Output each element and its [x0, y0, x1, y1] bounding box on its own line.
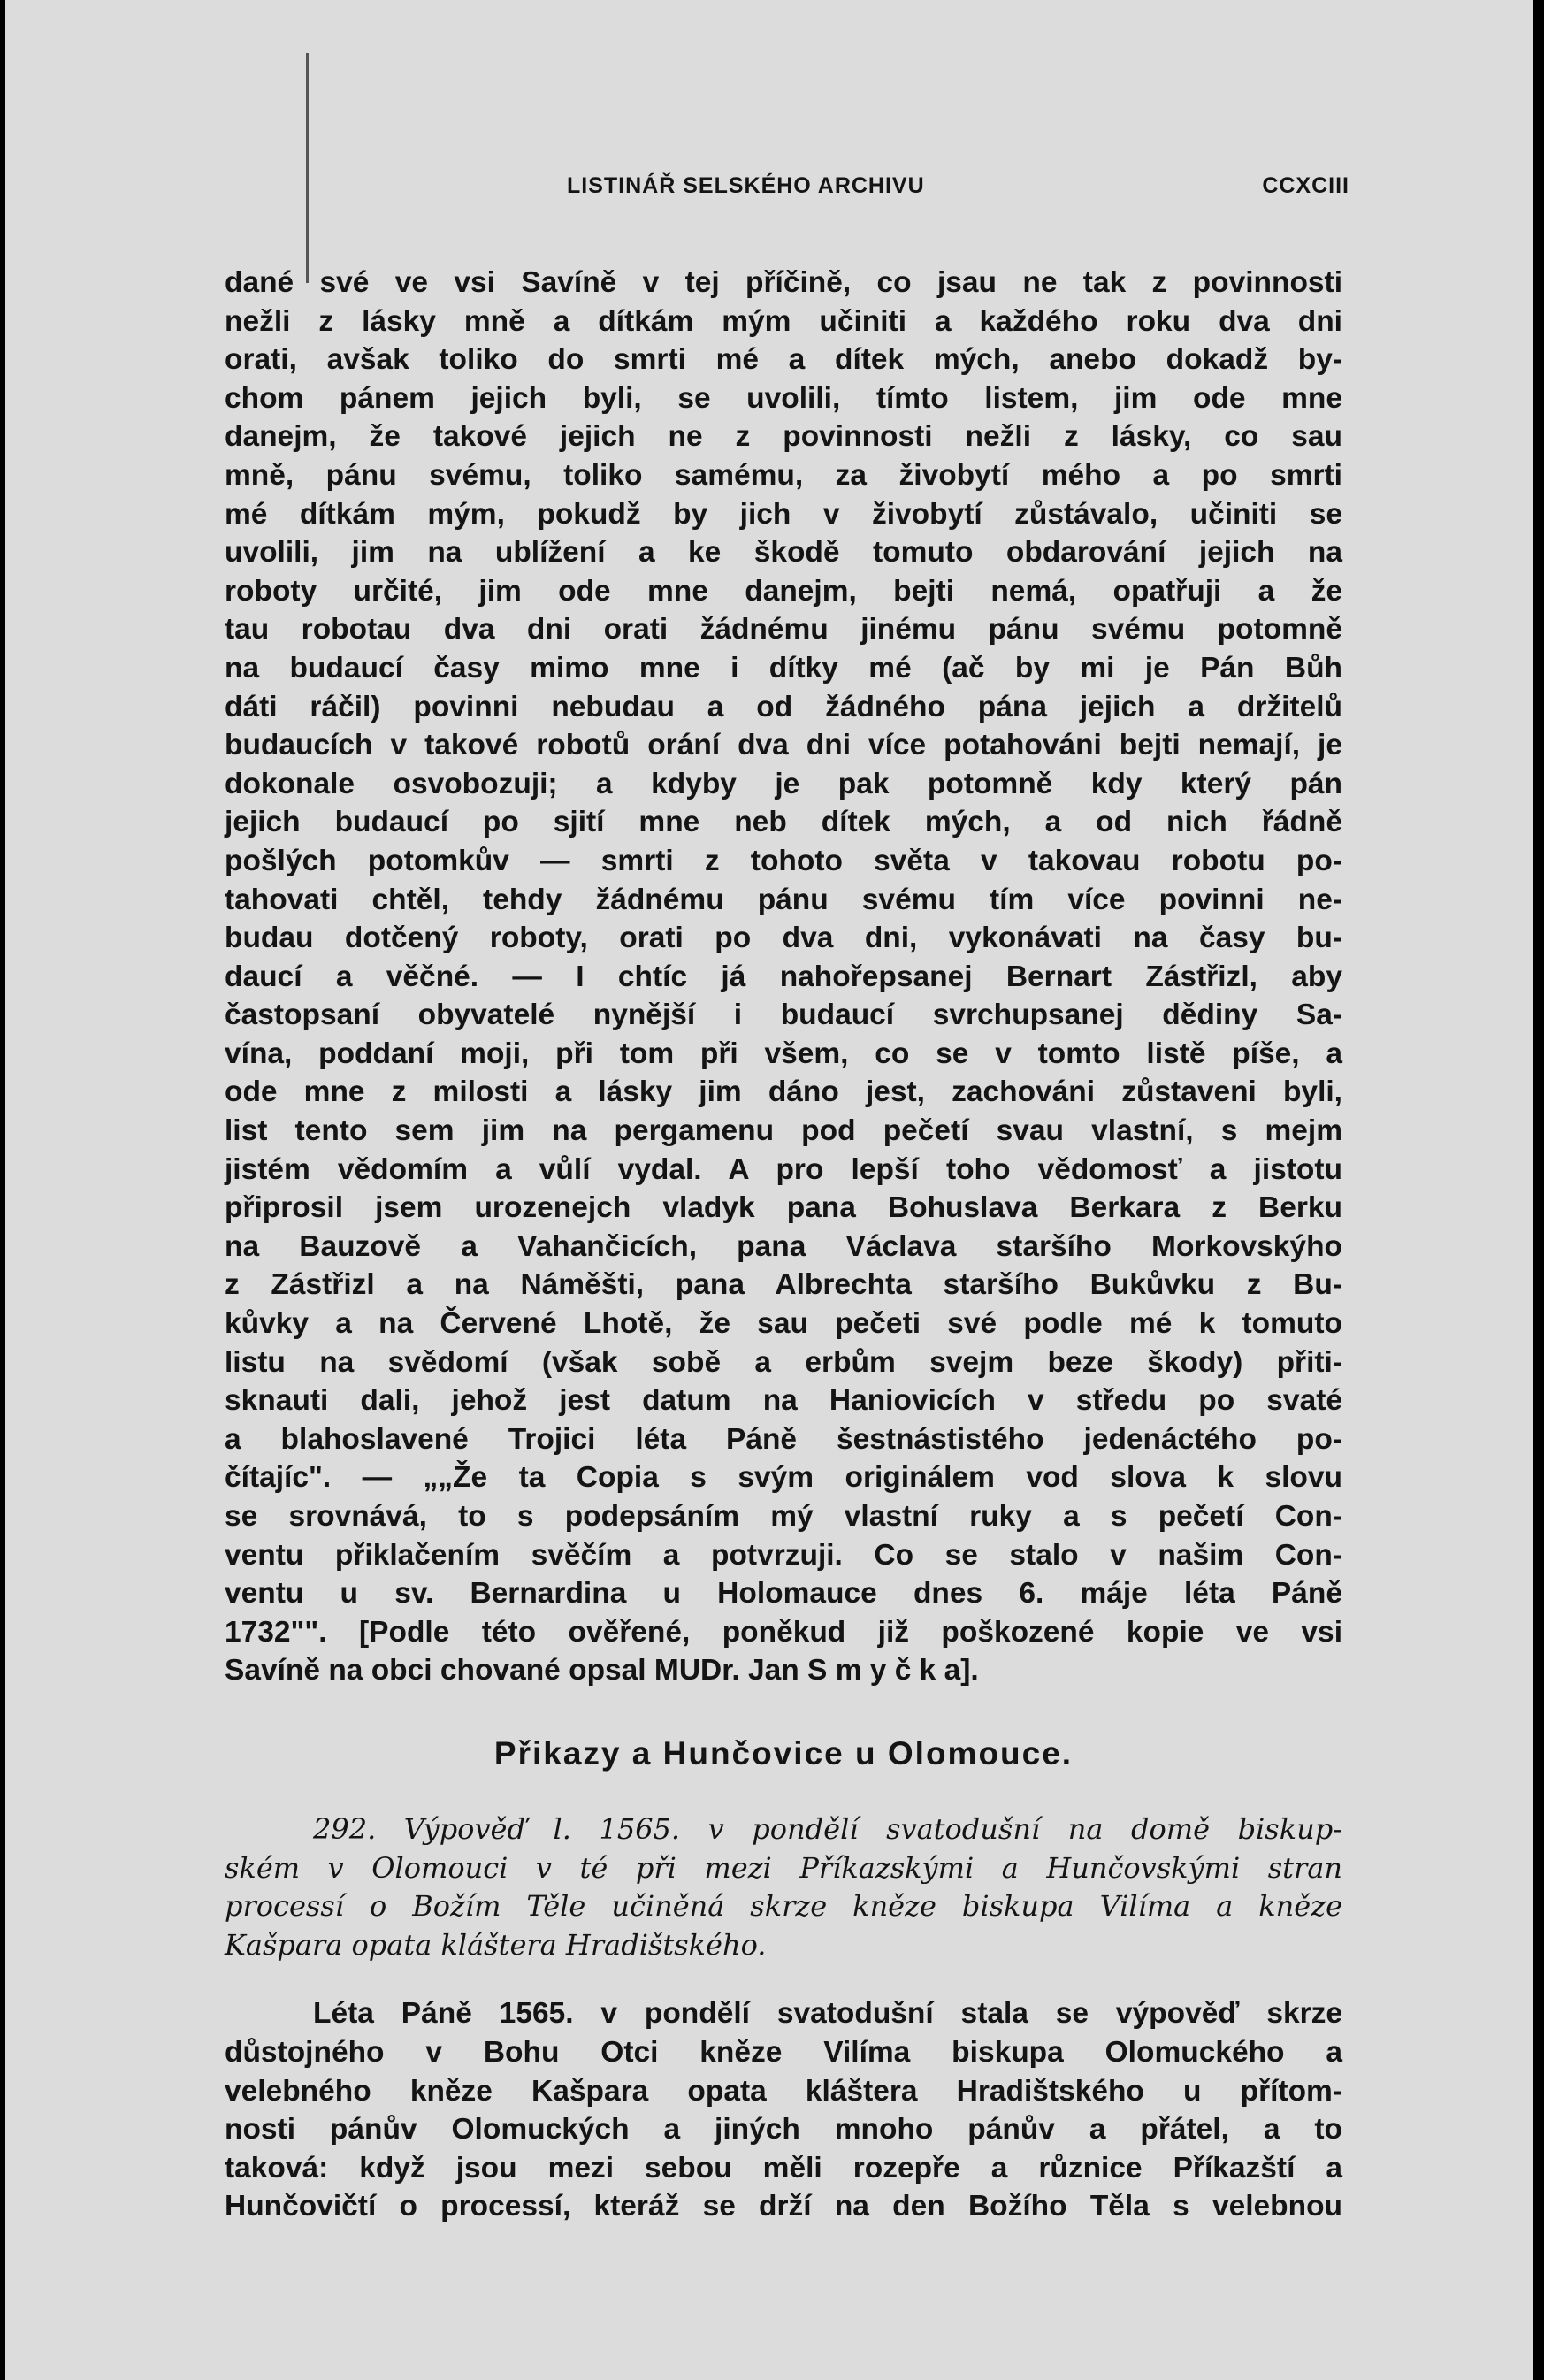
paragraph-second: [225, 1994, 1342, 2226]
text-line: tau robotau dva dni orati žádnému jinému pánu svému potomně: [225, 613, 1342, 647]
text-line: uvolili, jim na ublížení a ke škodě tomuto obdarování jejich na: [225, 536, 1342, 570]
text-line: daucí a věčné. — I chtíc já nahořepsanej Bernart Zástřizl, aby: [225, 960, 1342, 993]
text-line: dané své ve vsi Savíně v tej příčině, co jsau ne tak z povinnosti: [225, 266, 1342, 299]
text-line: Léta Páně 1565. v pondělí svatodušní stala se výpověď skrze: [313, 1997, 1342, 2031]
text-line: a blahoslavené Trojici léta Páně šestnástistého jedenáctého po-: [225, 1422, 1342, 1456]
text-line: chom pánem jejich byli, se uvolili, tímto listem, jim ode mne: [225, 381, 1342, 415]
text-line: častopsaní obyvatelé nynější i budaucí svrchupsanej dědiny Sa-: [225, 999, 1342, 1032]
section-heading: Přikazy a Hunčovice u Olomouce.: [493, 1734, 1074, 1772]
running-header: [218, 173, 1349, 209]
text-line: 1732"". [Podle této ověřené, poněkud již poškozené kopie ve vsi: [225, 1615, 1342, 1649]
text-line: danejm, že takové jejich ne z povinnosti nežli z lásky, co sau: [225, 420, 1342, 454]
text-line: ském v Olomouci v té při mezi Příkazskými a Hunčovskými stran: [225, 1850, 1342, 1885]
text-line: 292. Výpověď l. 1565. v pondělí svatodušní na domě biskup-: [313, 1811, 1342, 1846]
text-line: orati, avšak toliko do smrti mé a dítek mých, anebo dokadž by-: [225, 343, 1342, 377]
text-line: Kašpara opata kláštera Hradištského.: [225, 1927, 767, 1962]
text-line: dokonale osvobozuji; a kdyby je pak potomně kdy který pán: [225, 767, 1342, 800]
text-line: na Bauzově a Vahančicích, pana Václava staršího Morkovskýho: [225, 1229, 1342, 1263]
text-line: mně, pánu svému, toliko samému, za živobytí mého a po smrti: [225, 458, 1342, 492]
text-line: ode mne z milosti a lásky jim dáno jest, zachováni zůstaveni byli,: [225, 1075, 1342, 1109]
entry-292-summary: [225, 1810, 1342, 1964]
text-line: ventu u sv. Bernardina u Holomauce dnes 6. máje léta Páně: [225, 1577, 1342, 1611]
text-line: na budaucí časy mimo mne i dítky mé (ač by mi je Pán Bůh: [225, 651, 1342, 685]
text-line: nosti pánův Olomuckých a jiných mnoho pánův a přátel, a to: [225, 2113, 1342, 2147]
text-line: velebného kněze Kašpara opata kláštera Hradištského u přítom-: [225, 2074, 1342, 2108]
paragraph-main: [225, 264, 1342, 1690]
text-line: sknauti dali, jehož jest datum na Haniovicích v středu po svaté: [225, 1384, 1342, 1418]
text-line: budau dotčený roboty, orati po dva dni, vykonávati na časy bu-: [225, 922, 1342, 955]
text-line: taková: když jsou mezi sebou měli rozepře a různice Příkazští a: [225, 2151, 1342, 2185]
text-line: mé dítkám mým, pokudž by jich v živobytí zůstávalo, učiniti se: [225, 497, 1342, 531]
binding-shadow: [306, 53, 309, 283]
text-line: dáti ráčil) povinni nebudau a od žádného pána jejich a držitelů: [225, 690, 1342, 723]
text-line: z Zástřizl a na Náměšti, pana Albrechta staršího Bukůvku z Bu-: [225, 1268, 1342, 1302]
text-line: processí o Božím Těle učiněná skrze kněze biskupa Vilíma a kněze: [225, 1889, 1342, 1924]
text-line: roboty určité, jim ode mne danejm, bejti nemá, opatřuji a že: [225, 574, 1342, 608]
header-title: LISTINÁŘ SELSKÉHO ARCHIVU: [567, 173, 925, 198]
text-line: kůvky a na Červené Lhotě, že sau pečeti své podle mé k tomuto: [225, 1307, 1342, 1341]
text-line: tahovati chtěl, tehdy žádnému pánu svému tím více povinni ne-: [225, 883, 1342, 916]
text-line: se srovnává, to s podepsáním mý vlastní ruky a s pečetí Con-: [225, 1500, 1342, 1533]
text-line: nežli z lásky mně a dítkám mým učiniti a každého roku dva dni: [225, 304, 1342, 338]
text-line: připrosil jsem urozenejch vladyk pana Bohuslava Berkara z Berku: [225, 1191, 1342, 1225]
document-page: [5, 0, 1533, 2380]
text-line: Savíně na obci chované opsal MUDr. Jan S m y č k a].: [225, 1654, 979, 1687]
page-body: [225, 264, 1342, 2226]
text-line: list tento sem jim na pergamenu pod pečetí svau vlastní, s mejm: [225, 1114, 1342, 1148]
text-line: jejich budaucí po sjití mne neb dítek mých, a od nich řádně: [225, 806, 1342, 839]
text-line: čítajíc". — „„Že ta Copia s svým originálem vod slova k slovu: [225, 1461, 1342, 1495]
text-line: vína, poddaní moji, při tom při všem, co se v tomto listě píše, a: [225, 1037, 1342, 1070]
text-line: Hunčovičtí o processí, kteráž se drží na den Božího Těla s velebnou: [225, 2190, 1342, 2223]
text-line: listu na svědomí (však sobě a erbům svejm beze škody) přiti-: [225, 1345, 1342, 1379]
page-number: CCXCIII: [1262, 173, 1349, 198]
text-line: jistém vědomím a vůlí vydal. A pro lepší toho vědomosť a jistotu: [225, 1152, 1342, 1186]
text-line: důstojného v Bohu Otci kněze Vilíma biskupa Olomuckého a: [225, 2035, 1342, 2069]
text-line: budaucích v takové robotů orání dva dni více potahováni bejti nemají, je: [225, 729, 1342, 762]
text-line: pošlých potomkův — smrti z tohoto světa v takovau robotu po-: [225, 844, 1342, 877]
text-line: ventu přiklačením svěčím a potvrzuji. Co se stalo v našim Con-: [225, 1538, 1342, 1572]
